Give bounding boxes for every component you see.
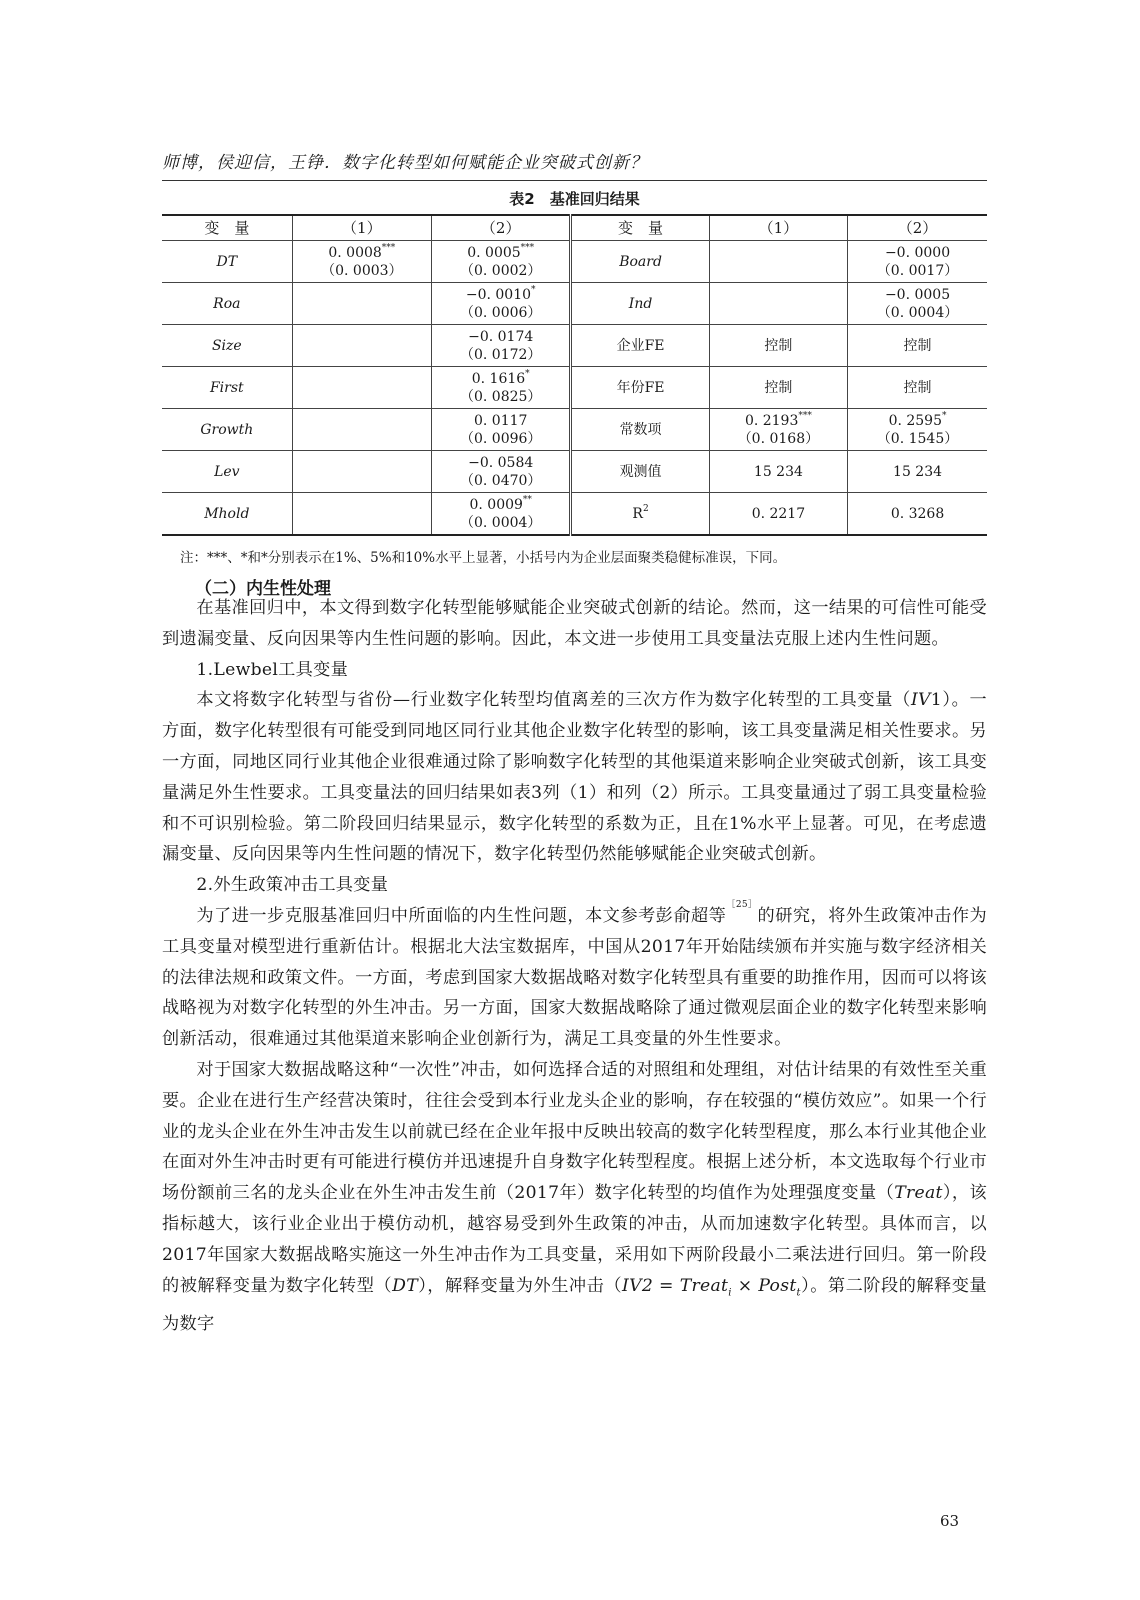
header-cell: （1） [709,215,847,241]
paragraph: 对于国家大数据战略这种“一次性”冲击，如何选择合适的对照组和处理组，对估计结果的有效性至关重要。企业在进行生产经营决策时，往往会受到本行业龙头企业的影响，存在较强的“模仿效应”。如果一个行业的龙头企业在外生冲击发生以前就已经在企业年报中反映出较高的数字化转型程度，那么本行业其他企业在面对外生冲击时更有可能进行模仿并迅速提升自身数字化转型程度。根据上述分析，本文选取每个行业市场份额前三名的龙头企业在外生冲击发生前（2017年）数字化转型的均值作为处理强度变量（Treat），该指标越大，该行业企业出于模仿动机，越容易受到外生政策的冲击，从而加速数字化转型。具体而言，以2017年国家大数据战略实施这一外生冲击作为工具变量，采用如下两阶段最小二乘法进行回归。第一阶段的被解释变量为数字化转型（DT），解释变量为外生冲击（IV2 = Treat$_i$ × Post$_t$）。第二阶段的解释变量为数字 [162,1059,987,1334]
coef-cell-col2: 15 234 [848,451,987,493]
coef-cell-col1 [292,409,431,451]
subsection-heading: 1.Lewbel工具变量 [196,659,349,680]
variable-name: DT [162,241,292,283]
coef-cell-col2: 0. 3268 [848,493,987,536]
table-row [162,493,987,536]
coef-cell-col1 [709,241,847,283]
coef-cell-col1 [292,493,431,536]
header-cell: （1） [292,215,431,241]
coef-cell-col2: 0. 0005*** （0. 0002） [432,241,571,283]
coef-cell-col1 [292,283,431,325]
coef-cell-col2: 0. 0009** （0. 0004） [432,493,571,536]
variable-name: First [162,367,292,409]
coef-cell-col1 [292,451,431,493]
coef-cell-col2: −0. 0010* （0. 0006） [432,283,571,325]
header-cell: （2） [848,215,987,241]
variable-name: 常数项 [571,409,709,451]
variable-name: 观测值 [571,451,709,493]
table-row [162,451,987,493]
coef-cell-col2: −0. 0584 （0. 0470） [432,451,571,493]
variable-name: Mhold [162,493,292,536]
regression-table [162,214,987,536]
coef-cell-col2: −0. 0000 （0. 0017） [848,241,987,283]
section-heading: （二）内生性处理 [195,579,331,599]
coef-cell-col1: 0. 2217 [709,493,847,536]
body-text [162,593,987,1340]
coef-cell-col1 [292,325,431,367]
table-caption: 表2 基准回归结果 [509,190,640,208]
header-cell: （2） [432,215,571,241]
coef-cell-col1: 控制 [709,325,847,367]
coef-cell-col2: 0. 1616* （0. 0825） [432,367,571,409]
coef-cell-col1: 控制 [709,367,847,409]
coef-cell-col1: 0. 0008*** （0. 0003） [292,241,431,283]
subsection-heading: 2.外生政策冲击工具变量 [196,875,389,896]
paragraph: 在基准回归中，本文得到数字化转型能够赋能企业突破式创新的结论。然而，这一结果的可信性可能受到遗漏变量、反向因果等内生性问题的影响。因此，本文进一步使用工具变量法克服上述内生性问题。 [162,598,987,649]
coef-cell-col1 [292,367,431,409]
variable-name: Lev [162,451,292,493]
table-row [162,283,987,325]
variable-name: 企业FE [571,325,709,367]
coef-cell-col2: −0. 0005 （0. 0004） [848,283,987,325]
coef-cell-col2: 控制 [848,367,987,409]
citation-ref: ［25］ [726,899,758,910]
running-head: 师博，侯迎信，王铮．数字化转型如何赋能企业突破式创新？ [162,148,987,181]
coef-cell-col2: 0. 0117 （0. 0096） [432,409,571,451]
coef-cell-col2: −0. 0174 （0. 0172） [432,325,571,367]
table-row [162,409,987,451]
table-row [162,325,987,367]
variable-name: Size [162,325,292,367]
variable-name: 年份FE [571,367,709,409]
paragraph: 本文将数字化转型与省份—行业数字化转型均值离差的三次方作为数字化转型的工具变量（IV1）。一方面，数字化转型很有可能受到同地区同行业其他企业数字化转型的影响，该工具变量满足相关性要求。另一方面，同地区同行业其他企业很难通过除了影响数字化转型的其他渠道来影响企业突破式创新，该工具变量满足外生性要求。工具变量法的回归结果如表3列（1）和列（2）所示。工具变量通过了弱工具变量检验和不可识别检验。第二阶段回归结果显示，数字化转型的系数为正，且在1%水平上显著。可见，在考虑遗漏变量、反向因果等内生性问题的情况下，数字化转型仍然能够赋能企业突破式创新。 [162,690,987,865]
page-number: 63 [940,1512,960,1530]
table-row [162,241,987,283]
header-cell: 变 量 [162,215,292,241]
table-row [162,367,987,409]
variable-name: $R^2$ [571,493,709,536]
variable-name: Ind [571,283,709,325]
table-note: 注：***、*和*分别表示在1%、5%和10%水平上显著，小括号内为企业层面聚类稳健标准误，下同。 [180,550,787,566]
coef-cell-col2: 0. 2595* （0. 1545） [848,409,987,451]
header-cell: 变 量 [571,215,709,241]
paragraph: 为了进一步克服基准回归中所面临的内生性问题，本文参考彭俞超等$^{[25]}$的研究，将外生政策冲击作为工具变量对模型进行重新估计。根据北大法宝数据库，中国从2017年开始陆续颁布并实施与数字经济相关的法律法规和政策文件。一方面，考虑到国家大数据战略对数字化转型具有重要的助推作用，因而可以将该战略视为对数字化转型的外生冲击。另一方面，国家大数据战略除了通过微观层面企业的数字化转型来影响创新活动，很难通过其他渠道来影响企业创新行为，满足工具变量的外生性要求。 [162,899,987,1050]
coef-cell-col1: 0. 2193*** （0. 0168） [709,409,847,451]
coef-cell-col2: 控制 [848,325,987,367]
variable-name: Growth [162,409,292,451]
table-header-row [162,215,987,241]
coef-cell-col1 [709,283,847,325]
coef-cell-col1: 15 234 [709,451,847,493]
variable-name: Board [571,241,709,283]
variable-name: Roa [162,283,292,325]
